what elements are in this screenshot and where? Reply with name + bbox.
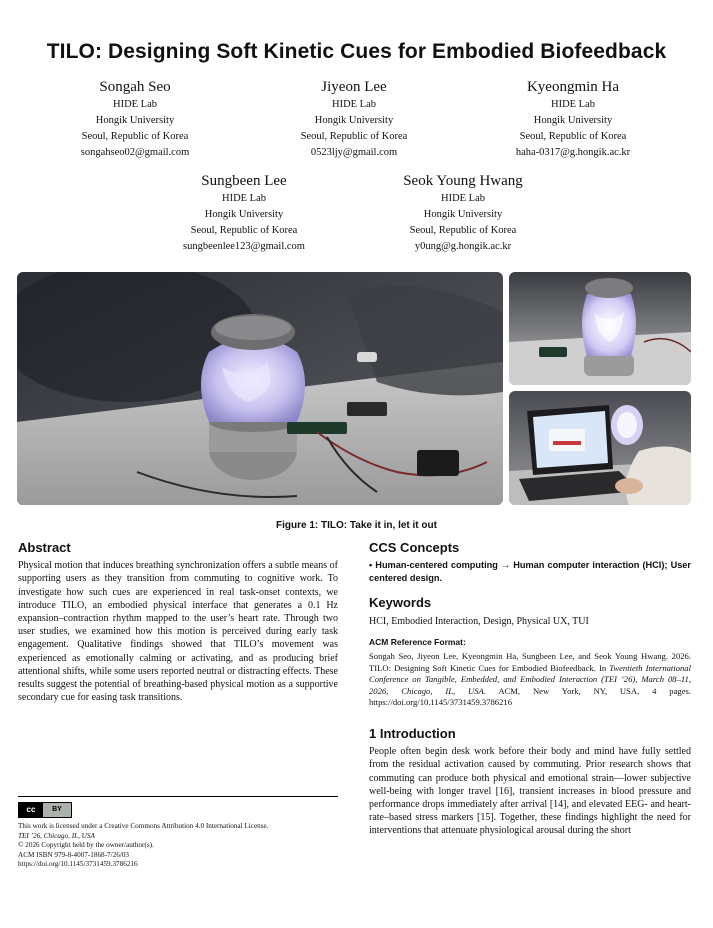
isbn-text: ACM ISBN 979-8-4007-1868-7/26/03 bbox=[18, 850, 130, 859]
cc-by-badge[interactable] bbox=[18, 802, 72, 818]
license-text: This work is licensed under a Creative Commons Attribution 4.0 International License. bbox=[18, 822, 269, 830]
tilo-lamp-photo bbox=[17, 272, 503, 505]
author-location: Seoul, Republic of Korea bbox=[190, 225, 298, 236]
abstract-heading: Abstract bbox=[18, 540, 71, 555]
right-column bbox=[369, 541, 691, 838]
author-lab: HIDE Lab bbox=[440, 193, 486, 204]
left-column bbox=[18, 541, 338, 704]
author-university: Hongik University bbox=[533, 115, 613, 126]
author-lab: HIDE Lab bbox=[331, 99, 377, 110]
author-email[interactable]: haha-0317@g.hongik.ac.kr bbox=[515, 147, 631, 158]
author-name: Sungbeen Lee bbox=[201, 173, 287, 189]
figure-main-photo bbox=[17, 272, 503, 505]
author-email[interactable]: 0523ljy@gmail.com bbox=[310, 147, 398, 158]
author-name: Jiyeon Lee bbox=[321, 79, 387, 95]
author-lab: HIDE Lab bbox=[221, 193, 267, 204]
acm-ref-text bbox=[369, 651, 691, 709]
author-location: Seoul, Republic of Korea bbox=[519, 131, 627, 142]
author-location: Seoul, Republic of Korea bbox=[409, 225, 517, 236]
author-location: Seoul, Republic of Korea bbox=[81, 131, 189, 142]
author-university: Hongik University bbox=[95, 115, 175, 126]
acm-ref-heading: ACM Reference Format: bbox=[369, 636, 466, 647]
author-block bbox=[358, 171, 568, 255]
acm-ref-tail: . ACM, New York, NY, USA, 4 pages. https://doi.org/10.1145/3731459.3786216 bbox=[369, 685, 692, 708]
laptop-user-photo bbox=[509, 391, 691, 505]
venue-text: TEI ’26, Chicago, IL, USA bbox=[18, 831, 95, 840]
intro-heading: 1 Introduction bbox=[369, 725, 456, 741]
ccs-text: • Human-centered computing → Human computer interaction (HCI); User centered design. bbox=[369, 560, 691, 583]
author-university: Hongik University bbox=[423, 209, 503, 220]
license-footer bbox=[18, 796, 338, 870]
doi-link[interactable]: https://doi.org/10.1145/3731459.3786216 bbox=[18, 860, 138, 869]
author-lab: HIDE Lab bbox=[550, 99, 596, 110]
author-name: Seok Young Hwang bbox=[403, 173, 523, 189]
author-university: Hongik University bbox=[314, 115, 394, 126]
author-location: Seoul, Republic of Korea bbox=[300, 131, 408, 142]
abstract-text: Physical motion that induces breathing synchronization offers a subtle means of supporting users as they transition from commuting to cognitive work. To investigate how such cues are experienced in real task-onset contexts, we introduce TILO, an embodied physical interface that generates a 0.1 Hz expansion–contraction rhythm mapped to the user’s heart rate. Through two user studies, we examined how this motion is perceived during early task engagement. Qualitative findings showed that TILO’s movement was experienced as emotionally calming or activating, and as producing brief attentional shifts, while some users reported neutral or distracting effects. These results suggest the potential of breathing-based physical motion as a supportive secondary cue for easing task transitions. bbox=[18, 560, 338, 704]
author-name: Kyeongmin Ha bbox=[526, 79, 620, 95]
author-block bbox=[139, 171, 349, 255]
copyright-text: © 2026 Copyright held by the owner/author(s). bbox=[18, 841, 154, 850]
author-email[interactable]: songahseo02@gmail.com bbox=[80, 147, 190, 158]
author-block bbox=[249, 77, 459, 161]
author-email[interactable]: y0ung@g.hongik.ac.kr bbox=[414, 241, 512, 252]
intro-text: People often begin desk work before their body and mind have fully settled from the residual activation caused by commuting. Prior research shows that commuting can produce both physical and emotional strain—lower subjective well-being with longer travel [16], transient increases in blood pressure and performance drops immediately after arrival [14], and elevated EEG- and heart-rate–based stress markers [15]. Together, these findings highlight the need for interventions that attenuate physiological arousal during the short bbox=[369, 746, 691, 837]
acm-ref-authors: Songah Seo, Jiyeon Lee, Kyeongmin Ha, Sungbeen Lee, and Seok Young Hwang. 2026. TILO: Designing Soft Kinetic Cues for Embodied Biofeedback. In bbox=[369, 651, 691, 673]
author-university: Hongik University bbox=[204, 209, 284, 220]
keywords-heading: Keywords bbox=[369, 595, 432, 611]
author-lab: HIDE Lab bbox=[112, 99, 158, 110]
ccs-heading: CCS Concepts bbox=[369, 540, 460, 555]
paper-title: TILO: Designing Soft Kinetic Cues for Embodied Biofeedback bbox=[46, 40, 667, 63]
tilo-closeup-photo bbox=[509, 272, 691, 385]
author-email[interactable]: sungbeenlee123@gmail.com bbox=[183, 241, 305, 252]
keywords-text: HCI, Embodied Interaction, Design, Physical UX, TUI bbox=[369, 615, 589, 627]
acm-ref-venue: Twentieth International Conference on Tangible, Embedded, and Embodied Interaction (TEI ’26), March 08–11, 2026, Chicago, IL, USA bbox=[369, 662, 691, 696]
author-block bbox=[468, 77, 678, 161]
author-block bbox=[30, 77, 240, 161]
figure-side-photo-top bbox=[509, 272, 691, 385]
cc-icon: cc bbox=[19, 803, 43, 817]
figure-caption: Figure 1: TILO: Take it in, let it out bbox=[276, 520, 437, 531]
by-icon: BY bbox=[43, 803, 71, 817]
figure-side-photo-bottom bbox=[509, 391, 691, 505]
author-name: Songah Seo bbox=[99, 79, 171, 95]
